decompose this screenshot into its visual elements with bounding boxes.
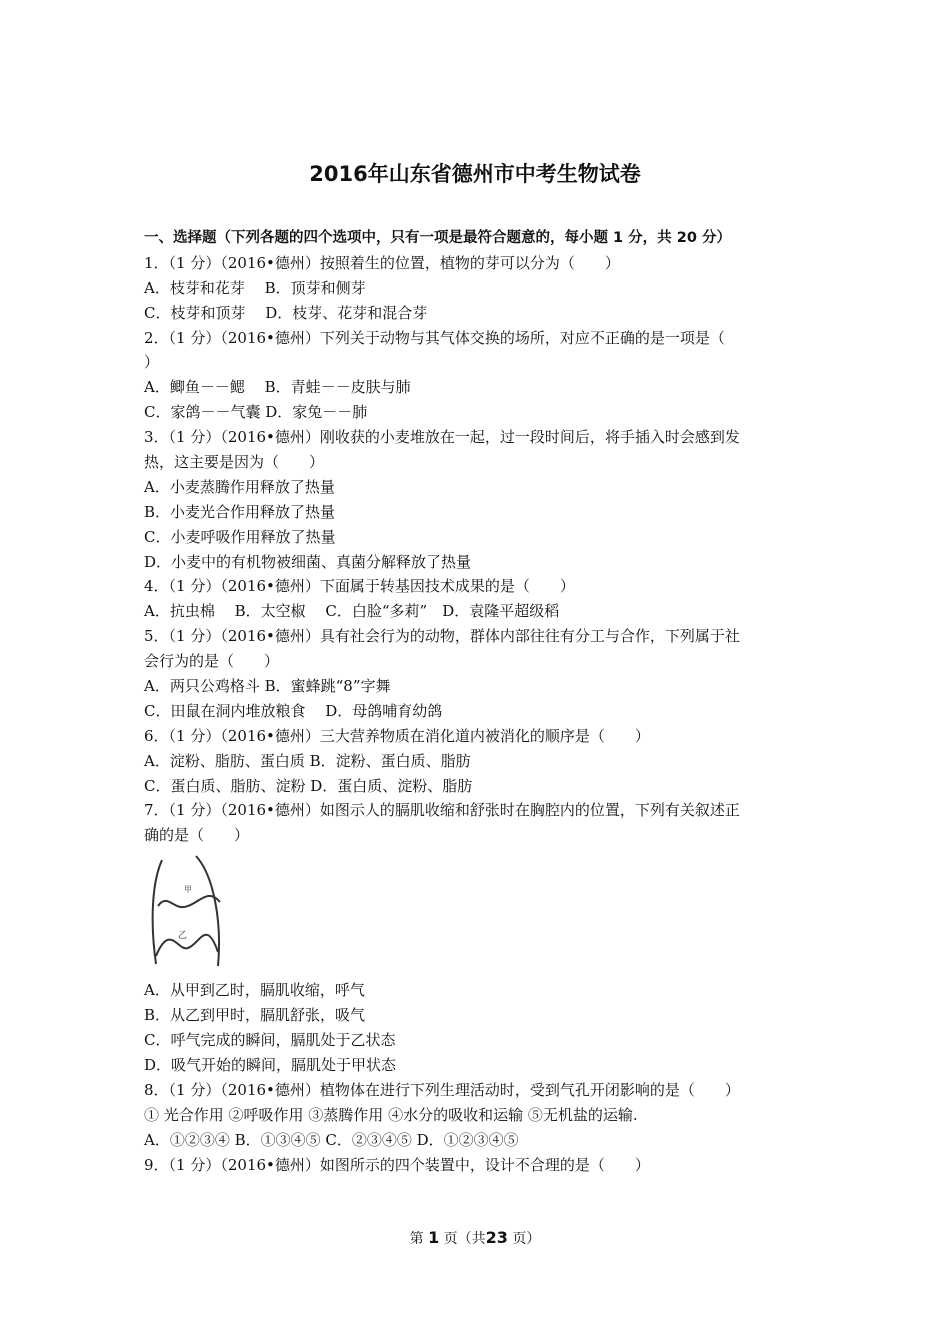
text-line: 热，这主要是因为（ ） (144, 453, 325, 472)
text-line: 9．（1 分）（2016•德州）如图所示的四个装置中，设计不合理的是（ ） (144, 1155, 650, 1174)
text-line: 3．（1 分）（2016•德州）刚收获的小麦堆放在一起，过一段时间后，将手插入时会感到发 (144, 428, 740, 447)
text-line: C．家鸽－－气囊 D．家兔－－肺 (144, 403, 368, 422)
text-line: D．吸气开始的瞬间，膈肌处于甲状态 (144, 1055, 397, 1074)
diaphragm-diagram (148, 852, 228, 970)
text-line: 8．（1 分）（2016•德州）植物体在进行下列生理活动时，受到气孔开闭影响的是（ ） (144, 1080, 740, 1099)
text-line: C．呼气完成的瞬间，膈肌处于乙状态 (144, 1031, 396, 1050)
footer-page-number: 1 (428, 1228, 440, 1247)
text-line: C．田鼠在洞内堆放粮食 D．母鸽哺育幼鸽 (144, 701, 443, 720)
text-line: C．枝芽和顶芽 D．枝芽、花芽和混合芽 (144, 303, 428, 322)
text-line: A．两只公鸡格斗 B．蜜蜂跳“8”字舞 (144, 677, 391, 696)
text-line: 2．（1 分）（2016•德州）下列关于动物与其气体交换的场所，对应不正确的是一项是（ (144, 328, 725, 347)
text-line: 1．（1 分）（2016•德州）按照着生的位置，植物的芽可以分为（ ） (144, 253, 620, 272)
page-title: 2016年山东省德州市中考生物试卷 (309, 162, 641, 186)
text-line: 5．（1 分）（2016•德州）具有社会行为的动物，群体内部往往有分工与合作，下列属于社 (144, 627, 740, 646)
text-line: 4．（1 分）（2016•德州）下面属于转基因技术成果的是（ ） (144, 577, 575, 596)
text-line: D．小麦中的有机物被细菌、真菌分解释放了热量 (144, 552, 472, 571)
question-content (144, 226, 812, 1177)
text-line: A．抗虫棉 B．太空椒 C．白脸“多莉” D．袁隆平超级稻 (144, 602, 560, 621)
text-line: A．从甲到乙时，膈肌收缩，呼气 (144, 981, 365, 1000)
footer-total-pages: 23 (485, 1228, 508, 1247)
text-line: ① 光合作用 ②呼吸作用 ③蒸腾作用 ④水分的吸收和运输 ⑤无机盐的运输. (144, 1105, 638, 1124)
figure-label-bottom: 乙 (178, 931, 188, 942)
text-line: A．鲫鱼－－鳃 B．青蛙－－皮肤与肺 (144, 378, 411, 397)
text-line: B．从乙到甲时，膈肌舒张，吸气 (144, 1006, 366, 1025)
footer-prefix: 第 (409, 1231, 424, 1247)
text-line: ） (144, 353, 160, 372)
footer-suffix: 页） (512, 1231, 541, 1247)
text-line: A．枝芽和花芽 B．顶芽和侧芽 (144, 278, 366, 297)
text-line: A．小麦蒸腾作用释放了热量 (144, 477, 335, 496)
text-line: A．①②③④ B．①③④⑤ C．②③④⑤ D．①②③④⑤ (144, 1130, 519, 1149)
text-line: 6．（1 分）（2016•德州）三大营养物质在消化道内被消化的顺序是（ ） (144, 726, 650, 745)
text-line: 7．（1 分）（2016•德州）如图示人的膈肌收缩和舒张时在胸腔内的位置，下列有关叙述正 (144, 801, 740, 820)
section-heading: 一、选择题（下列各题的四个选项中，只有一项是最符合题意的，每小题 1 分，共 20 分） (144, 230, 731, 246)
diaphragm-figure (144, 848, 812, 978)
figure-label-top: 甲 (184, 885, 192, 895)
text-line: 会行为的是（ ） (144, 652, 280, 671)
text-line: C．小麦呼吸作用释放了热量 (144, 527, 336, 546)
text-line: A．淀粉、脂肪、蛋白质 B．淀粉、蛋白质、脂肪 (144, 751, 471, 770)
text-line: B．小麦光合作用释放了热量 (144, 502, 336, 521)
question-lines-after-figure (144, 978, 812, 1177)
text-line: 确的是（ ） (144, 826, 250, 845)
page-footer (0, 1228, 950, 1248)
question-lines (144, 251, 812, 848)
footer-middle: 页（共 (443, 1231, 486, 1247)
text-line: C．蛋白质、脂肪、淀粉 D．蛋白质、淀粉、脂肪 (144, 776, 473, 795)
